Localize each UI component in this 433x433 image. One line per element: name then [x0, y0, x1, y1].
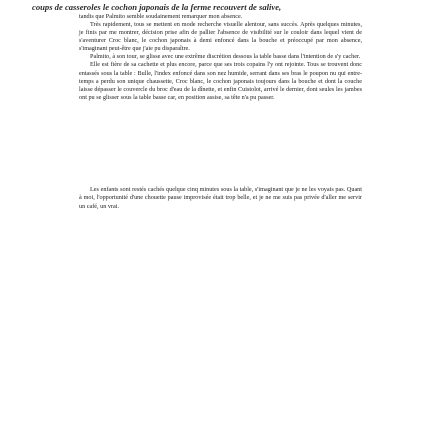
text-section-2: [79, 186, 362, 210]
paragraph: Les enfants sont restés cachés quelque cinq minutes sous la table, s'imaginant que je ne les voyais pas. Quant à moi, l'opportunité d'une chouette pause improvisée était trop belle, et je ne me suis pas privée d'aller me servir un café, un vrai.: [79, 186, 362, 210]
paragraph: Palmito, à son tour, se glisse avec une extrême discrétion dessous la table basse dans l'intention de s'y cacher.: [90, 53, 361, 61]
paragraph: Très rapidement, tous se mettent en mode recherche visuelle alentour, sans succès. Après quelques minutes, je finis par me montrer, décision prise afin de pallier l'absence de visibilité sur le couloir dans lequel vient de s'aventurer Croc blanc, le cochon japonais à demi enfoncé dans la bouche et préoccupé par mon absence, s'imaginant peut-être que j'aie pu disparaître.: [79, 20, 362, 53]
text-section-1: [79, 13, 362, 103]
paragraph: Elle est fière de sa cachette et plus encore, parce que ses trois copains l'y ont rejointe. Tous se trouvent donc entassés sous la table : Bulle, l'index enfoncé dans son nez humide, serrant dans ses bras le poupon nu qui entre-temps a perdu son unique chaussette, Croc blanc, le cochon japonais toujours dans la bouche et dont la couche laisse dépasser le couvercle du broc d'eau de la dînette, et enfin Cuistolot, arrivé le dernier, dont seules les jambes ont pu se glisser sous la table basse car, en position assise, sa tête n'a pu passer.: [79, 61, 362, 102]
carried-over-line: coups de casseroles le cochon japonais de la ferme recouvert de salive,: [32, 3, 282, 12]
paragraph-continuation: tandis que Palmito semble soudainement remarquer mon absence.: [79, 12, 243, 20]
